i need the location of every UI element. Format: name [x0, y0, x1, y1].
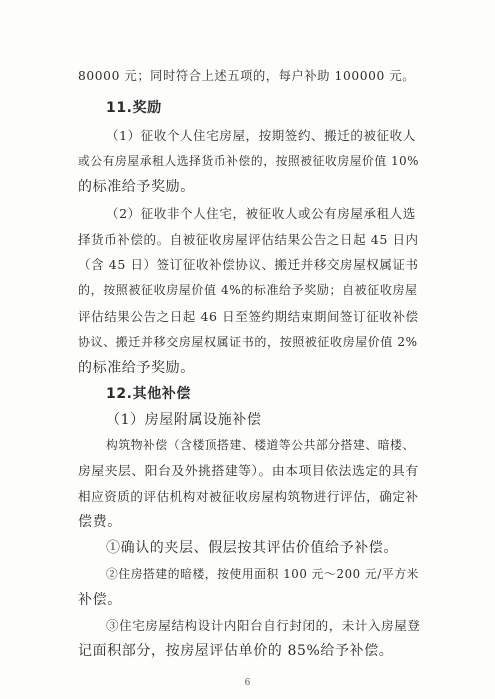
- body-text-line: ①确认的夹层、假层按其评估价值给予补偿。: [106, 540, 398, 556]
- body-text-line: 80000 元；同时符合上述五项的，每户补助 100000 元。: [78, 69, 416, 83]
- body-text-line: 的标准给予奖励。: [78, 360, 195, 376]
- page-number: 6: [244, 678, 251, 688]
- body-text-line: 的，按照被征收房屋价值 4%的标准给予奖励；自被征收房屋: [78, 283, 418, 297]
- body-text-line: 补偿。: [78, 592, 122, 608]
- body-text-line: （1）房屋附属设施补偿: [106, 412, 262, 428]
- section-heading: 12.其他补偿: [106, 386, 192, 402]
- body-text-line: （含 45 日）签订征收补偿协议、搬迁并移交房屋权属证书: [78, 257, 419, 272]
- body-text-line: 房屋夹层、阳台及外挑搭建等）。由本项目依法选定的具有: [78, 464, 419, 479]
- body-text-line: 评估结果公告之日起 46 日至签约期结束期间签订征收补偿: [78, 309, 419, 324]
- body-text-line: 协议、搬迁并移交房屋权属证书的，按照被征收房屋价值 2%: [78, 335, 418, 349]
- body-text-line: 择货币补偿的。自被征收房屋评估结果公告之日起 45 日内: [78, 232, 419, 247]
- body-text-line: ②住房搭建的暗楼，按使用面积 100 元～200 元/平方米: [106, 567, 420, 581]
- body-text-line: （1）征收个人住宅房屋，按期签约、搬迁的被征收人: [106, 128, 416, 143]
- body-text-line: 或公有房屋承租人选择货币补偿的，按照被征收房屋价值 10%: [78, 154, 420, 168]
- body-text-line: 的标准给予奖励。: [78, 179, 195, 195]
- body-text-line: 记面积部分，按房屋评估单价的 85%给予补偿。: [78, 643, 394, 659]
- body-text-line: 相应资质的评估机构对被征收房屋构筑物进行评估，确定补: [78, 489, 419, 504]
- section-heading: 11.奖励: [106, 100, 162, 116]
- body-text-line: 构筑物补偿（含楼顶搭建、楼道等公共部分搭建、暗楼、: [106, 438, 415, 452]
- body-text-line: （2）征收非个人住宅，被征收人或公有房屋承租人选: [106, 206, 416, 221]
- body-text-line: 偿费。: [78, 514, 122, 530]
- body-text-line: ③住宅房屋结构设计内阳台自行封闭的，未计入房屋登: [106, 618, 421, 633]
